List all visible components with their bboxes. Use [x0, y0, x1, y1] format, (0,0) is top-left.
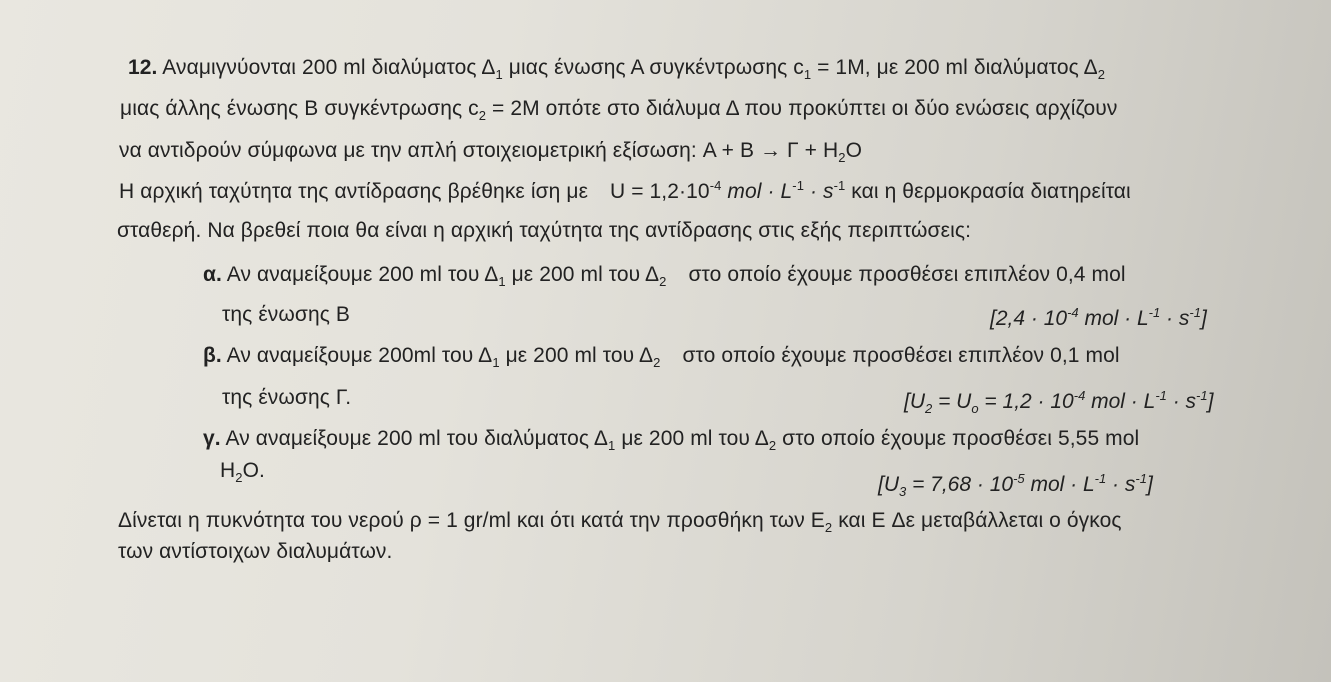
problem-line-4: Η αρχική ταχύτητα της αντίδρασης βρέθηκε ίση με $U = 1,2\cdot 10^{-4}$ mol · $L^{-1} \cdot s^{-1}$ και η θερμοκρασία διατηρείται	[119, 178, 1131, 203]
problem-line-5: σταθερή. Να βρεθεί ποια θα είναι η αρχική ταχύτητα της αντίδρασης στις εξής περιπτώσεις:	[117, 219, 971, 242]
part-b-line-2: της ένωσης Γ.	[222, 386, 352, 409]
footer-line-2: των αντίστοιχων διαλυμάτων.	[118, 540, 393, 563]
problem-line-1: 12. Αναμιγνύονται 200 ml διαλύματος $\Delta_1$ μιας ένωσης Α συγκέντρωσης $c_1 = 1M$, με 200 ml διαλύματος $\Delta_2$	[128, 56, 1106, 83]
part-c-label: γ.	[203, 427, 221, 450]
part-a-answer: [$2,4 \cdot 10^{-4}$ mol · $L^{-1} \cdot s^{-1}$]	[990, 305, 1207, 330]
part-a-line-2: της ένωσης Β	[222, 303, 350, 326]
footer-line-1: Δίνεται η πυκνότητα του νερού ρ = 1 gr/ml και ότι κατά την προσθήκη των $E_2$ και E Δε μεταβάλλεται ο όγκος	[118, 509, 1122, 536]
part-c-answer: [$U_3 = 7,68 \cdot 10^{-5}$ mol · $L^{-1} \cdot s^{-1}$]	[878, 471, 1153, 500]
part-b-answer: [$U_2 = U_o = 1,2 \cdot 10^{-4}$ mol · $L^{-1} \cdot s^{-1}$]	[904, 388, 1214, 417]
problem-line-3: να αντιδρούν σύμφωνα με την απλή στοιχειομετρική εξίσωση: $A + B \to \Gamma + H_2O$	[119, 139, 863, 166]
part-b-line-1: β. Αν αναμείξουμε 200ml του $\Delta_1$ με 200 ml του $\Delta_2$ στο οποίο έχουμε προσθέσει επιπλέον 0,1 mol	[203, 344, 1120, 371]
problem-line-2: μιας άλλης ένωσης Β συγκέντρωσης $c_2 = 2M$ οπότε στο διάλυμα Δ που προκύπτει οι δύο ενώσεις αρχίζουν	[120, 97, 1118, 124]
problem-number: 12.	[128, 56, 158, 79]
part-c-line-2: $H_2O$.	[220, 459, 265, 486]
part-a-line-1: α. Αν αναμείξουμε 200 ml του $\Delta_1$ με 200 ml του $\Delta_2$ στο οποίο έχουμε προσθέσει επιπλέον 0,4 mol	[203, 263, 1126, 290]
part-a-label: α.	[203, 263, 222, 286]
part-c-line-1: γ. Αν αναμείξουμε 200 ml του διαλύματος $\Delta_1$ με 200 ml του $\Delta_2$ στο οποίο έχουμε προσθέσει 5,55 mol	[203, 427, 1140, 454]
part-b-label: β.	[203, 344, 222, 367]
